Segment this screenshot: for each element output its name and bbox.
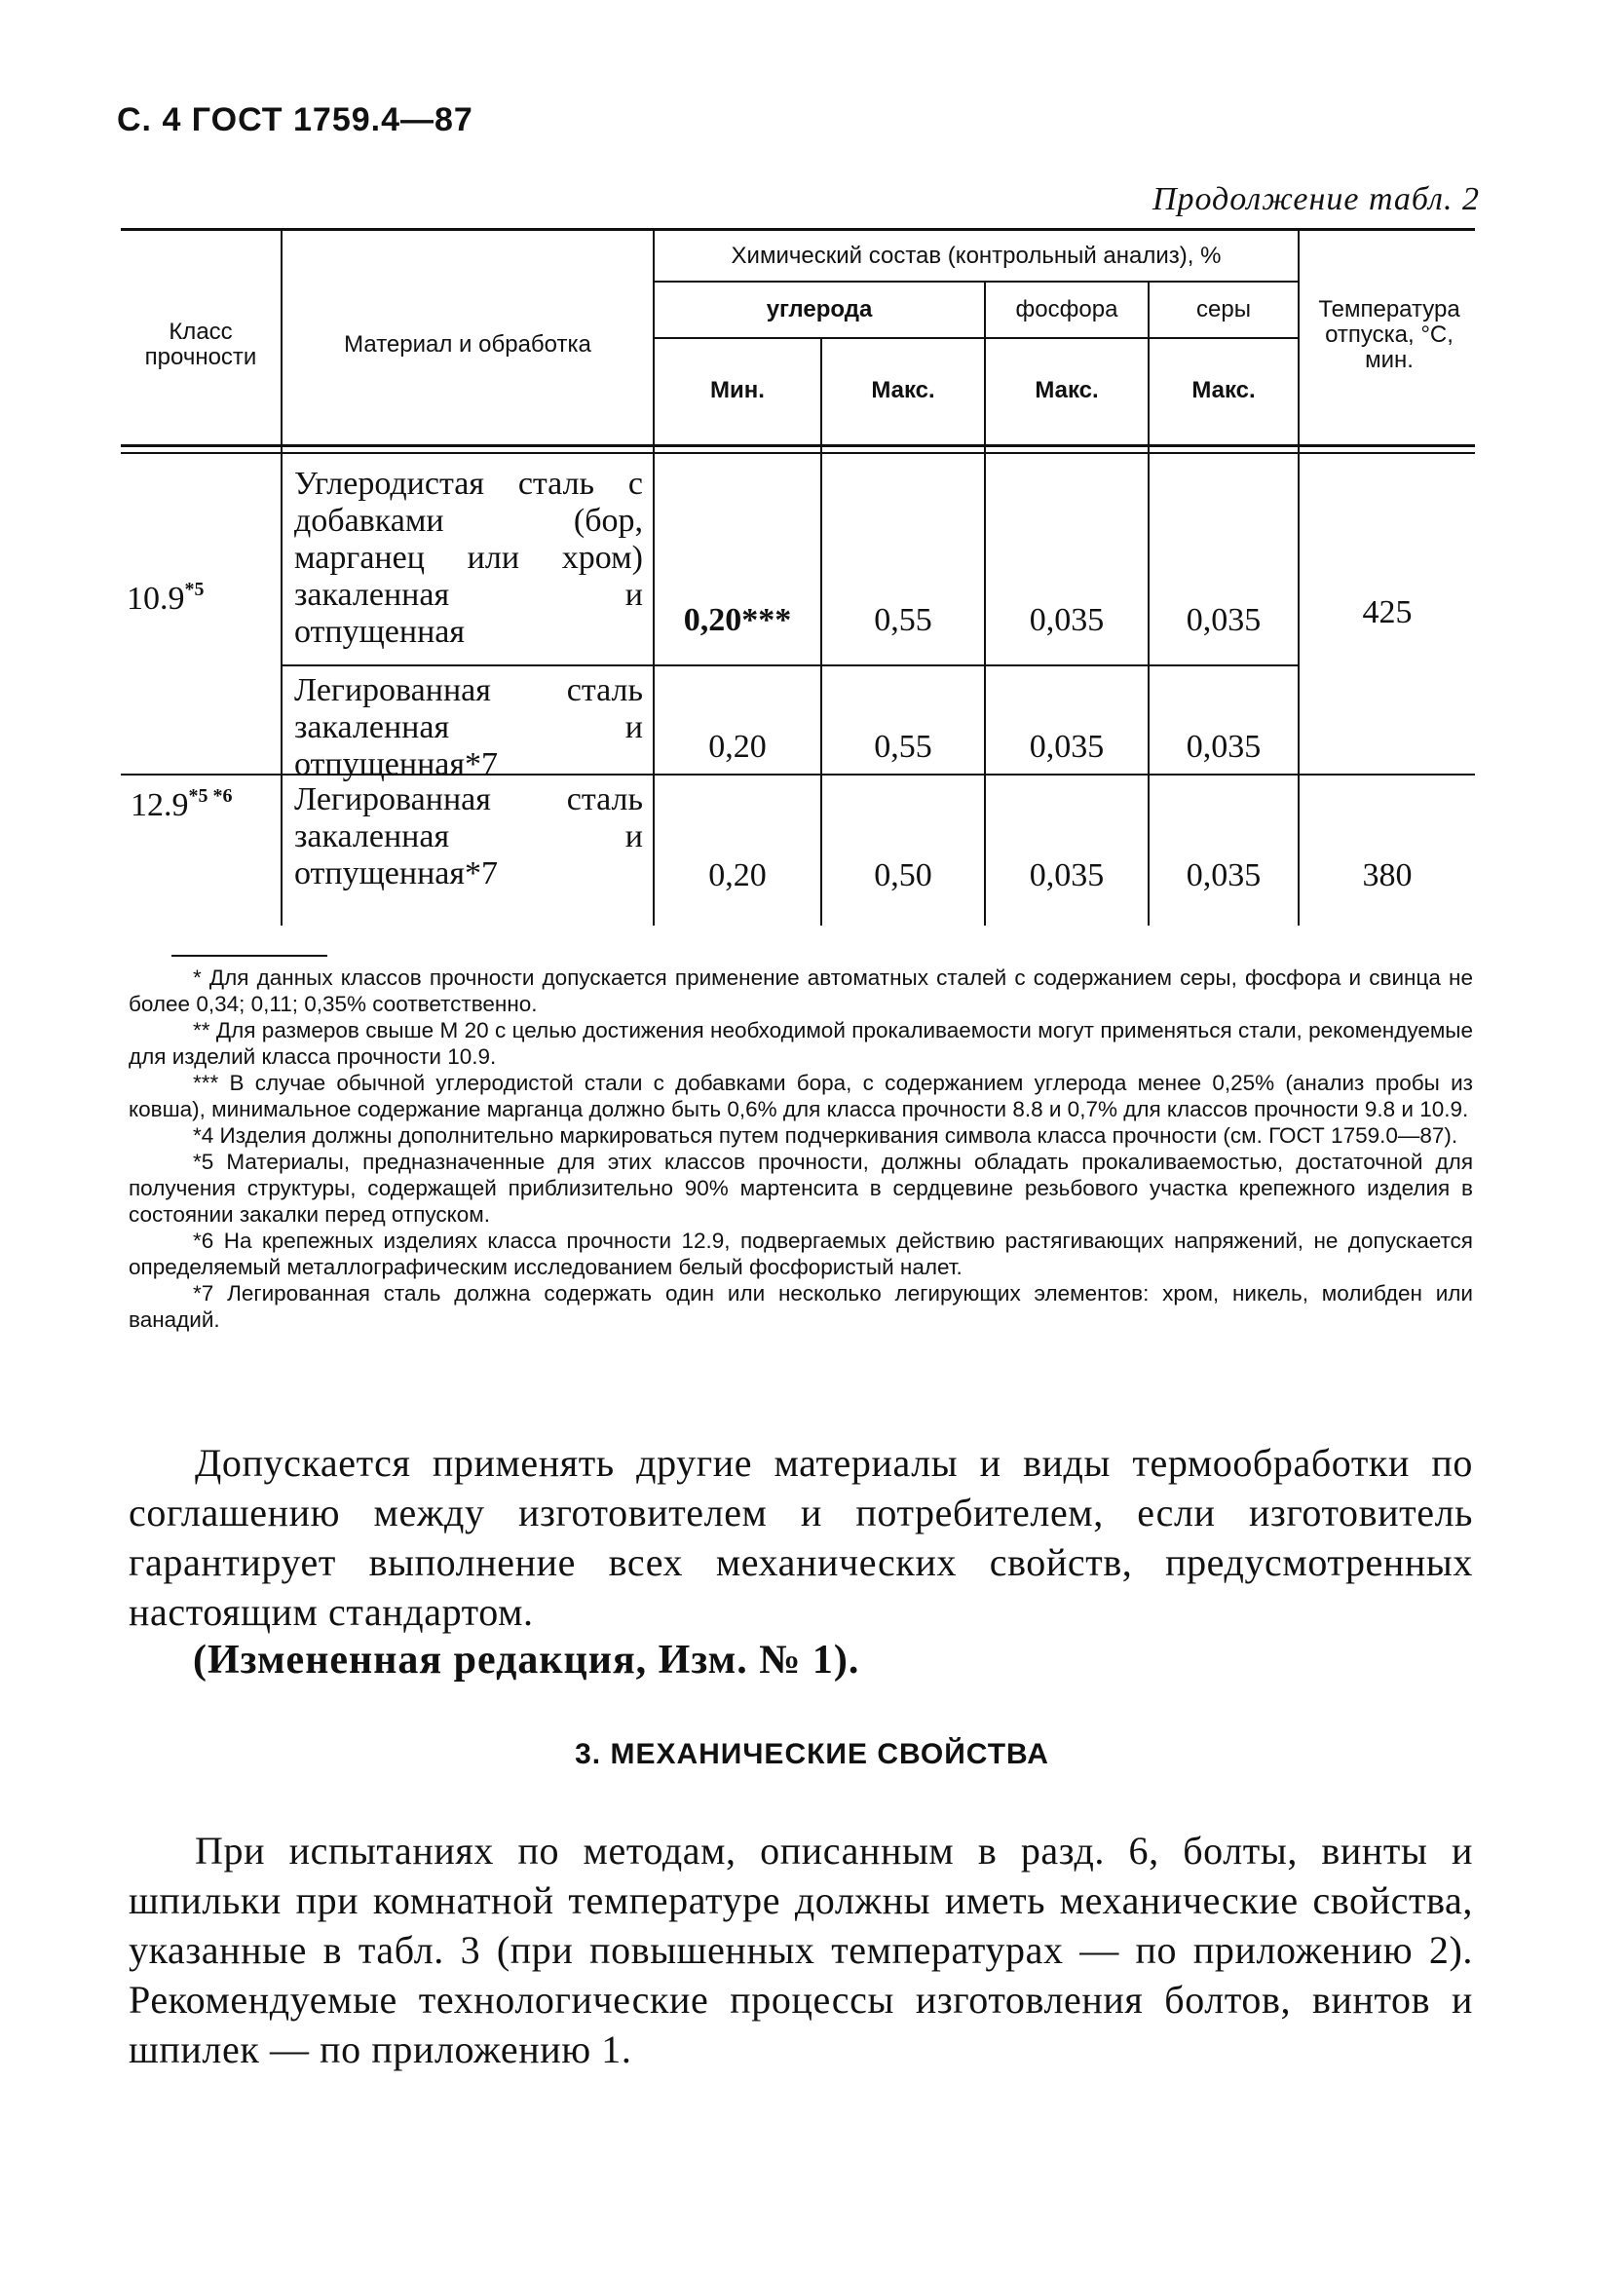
row3-c-max: 0,50 (874, 857, 932, 893)
row3-class-value: 12.9 (131, 787, 189, 823)
row1-temperature: 425 (1362, 594, 1413, 630)
header-carbon (655, 283, 984, 337)
row3-s-max: 0,035 (1186, 857, 1262, 893)
chemical-composition-table (121, 228, 1475, 926)
row-divider-1 (281, 664, 1298, 666)
header-bottom-rule-1 (121, 444, 1475, 447)
row2-s-max: 0,035 (1186, 729, 1262, 765)
page-header: С. 4 ГОСТ 1759.4—87 (117, 101, 473, 138)
footnote-5: *5 Материалы, предназначенные для этих классов прочности, должны обладать прокаливаемостью, достаточной для получения структуры, содержащей приблизительно 90% мартенсита в сердцевине резьбового участка крепежного изделия в состоянии закалки перед отпуском. (129, 1150, 1473, 1227)
row3-class (131, 785, 233, 824)
header-max-label: Макс. (1191, 377, 1256, 403)
header-chem-group-label: Химический состав (контрольный анализ), % (731, 243, 1222, 269)
header-carbon-min (655, 339, 820, 442)
header-carbon-max (822, 339, 984, 442)
header-sulfur-label: серы (1196, 296, 1251, 322)
row1-class-value: 10.9 (127, 581, 185, 617)
table-continuation-label: Продолжение табл. 2 (1152, 181, 1480, 217)
header-chem-group (655, 232, 1298, 281)
footnote-7: *7 Легированная сталь должна содержать один или несколько легирующих элементов: хром, никель, молибден или ванадий. (129, 1281, 1473, 1332)
paragraph-mechanical-text: При испытаниях по методам, описанным в разд. 6, болты, винты и шпильки при комнатной температуре должны иметь механические свойства, указанные в табл. 3 (при повышенных температурах — по приложению 2). Рекомендуемые технологические процессы изготовления болтов, винтов и шпилек — по приложению 1. (129, 1829, 1473, 2071)
section-title: 3. МЕХАНИЧЕСКИЕ СВОЙСТВА (575, 1738, 1049, 1770)
header-temperature-label: Температура отпуска, °С, мин. (1318, 296, 1460, 373)
row3-c-min: 0,20 (708, 857, 767, 893)
row1-c-min: 0,20*** (683, 602, 792, 638)
header-class-label: Класс прочности (144, 319, 257, 370)
header-temperature (1303, 267, 1475, 403)
footnote-rule (171, 955, 327, 957)
row3-class-footnote: *5 *6 (188, 785, 233, 807)
header-class (121, 306, 281, 384)
row1-s-max: 0,035 (1186, 602, 1262, 638)
row2-p-max: 0,035 (1029, 729, 1105, 765)
footnote-2: ** Для размеров свыше М 20 с целью достижения необходимой прокаливаемости могут применяться стали, рекомендуемые для изделий класса прочности 10.9. (129, 1018, 1473, 1069)
row1-material: Углеродистая сталь с добавками (бор, марганец или хром) закаленная и отпущенная (294, 466, 643, 650)
header-sulfur-max (1150, 339, 1298, 442)
paragraph-materials (129, 1438, 1473, 1637)
footnote-6: *6 На крепежных изделиях класса прочности 12.9, подвергаемых действию растягивающих напряжений, не допускается определяемый металлографическим исследованием белый фосфористый налет. (129, 1229, 1473, 1279)
amendment-note: (Измененная редакция, Изм. № 1). (193, 1638, 860, 1683)
paragraph-materials-text: Допускается применять другие материалы и виды термообработки по соглашению между изготовителем и потребителем, если изготовитель гарантирует выполнение всех механических свойств, предусмотренных настоящим стандартом. (129, 1441, 1473, 1634)
header-carbon-label: углерода (766, 296, 873, 322)
row1-class-footnote: *5 (184, 579, 205, 600)
footnote-4: *4 Изделия должны дополнительно маркироваться путем подчеркивания символа класса прочности (см. ГОСТ 1759.0—87). (193, 1123, 1458, 1148)
header-bottom-rule-2 (121, 452, 1475, 454)
header-phosphorus (986, 283, 1148, 337)
row2-c-max: 0,55 (874, 729, 932, 765)
footnote-3: *** В случае обычной углеродистой стали с добавками бора, с содержанием углерода менее 0,25% (анализ пробы из ковша), минимальное содержание марганца должно быть 0,6% для класса прочности 8.8 и 0,7% для классов прочности 9.8 и 10.9. (129, 1071, 1473, 1121)
header-material (283, 316, 653, 374)
paragraph-mechanical (129, 1826, 1473, 2074)
header-material-label: Материал и обработка (344, 331, 591, 358)
header-sulfur (1150, 283, 1298, 337)
header-min-label: Мин. (710, 377, 765, 403)
header-max-label: Макс. (871, 377, 935, 403)
table-top-rule (121, 228, 1475, 231)
row1-c-max: 0,55 (874, 602, 932, 638)
header-phosphorus-max (986, 339, 1148, 442)
header-max-label: Макс. (1035, 377, 1099, 403)
header-phosphorus-label: фосфора (1015, 296, 1118, 322)
footnotes (129, 965, 1473, 1333)
row1-class (127, 579, 205, 618)
row2-c-min: 0,20 (708, 729, 767, 765)
row1-p-max: 0,035 (1029, 602, 1105, 638)
row2-material: Легированная сталь закаленная и отпущенная*7 (294, 672, 643, 782)
row3-p-max: 0,035 (1029, 857, 1105, 893)
row3-temperature: 380 (1362, 857, 1413, 893)
col-divider-s (1298, 228, 1300, 926)
footnote-1: * Для данных классов прочности допускается применение автоматных сталей с содержанием серы, фосфора и свинца не более 0,34; 0,11; 0,35% соответственно. (129, 965, 1473, 1016)
row3-material: Легированная сталь закаленная и отпущенная*7 (294, 781, 643, 891)
